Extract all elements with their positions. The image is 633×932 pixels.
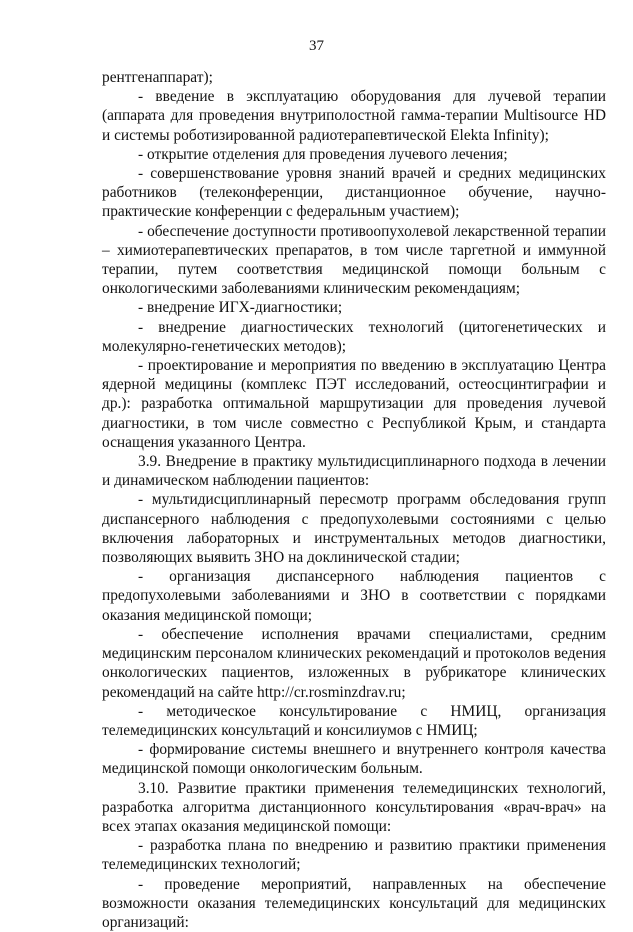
- document-body: [102, 68, 606, 932]
- paragraph: - обеспечение доступности противоопухолевой лекарственной терапии – химиотерапевтических препаратов, в том числе таргетной и иммунной терапии, путем соответствия медицинской помощи больным с онкологическими заболеваниями клиническим рекомендациям;: [102, 222, 606, 298]
- section-heading-3-9: 3.9. Внедрение в практику мультидисциплинарного подхода в лечении и динамическом наблюдении пациентов:: [102, 453, 606, 490]
- paragraph: - введение в эксплуатацию оборудования для лучевой терапии (аппарата для проведения внутриполостной гамма-терапии Multisource HD и системы роботизированной радиотерапевтической Elekta Infinity);: [102, 88, 606, 144]
- paragraph: рентгенаппарат);: [102, 69, 213, 86]
- paragraph: - формирование системы внешнего и внутреннего контроля качества медицинской помощи онкологическим больным.: [102, 741, 606, 778]
- paragraph: - совершенствование уровня знаний врачей и средних медицинских работников (телеконференции, дистанционное обучение, научно-практические конференции с федеральным участием);: [102, 165, 606, 221]
- paragraph: - организация диспансерного наблюдения пациентов с предопухолевыми заболеваниями и ЗНО в соответствии с порядками оказания медицинской помощи;: [102, 568, 606, 624]
- paragraph: - проведение мероприятий, направленных на обеспечение возможности оказания телемедицинских консультаций для медицинских организаций:: [102, 875, 606, 931]
- paragraph: - внедрение ИГХ-диагностики;: [138, 299, 343, 317]
- paragraph: - обеспечение исполнения врачами специалистами, средним медицинским персоналом клинических рекомендаций и протоколов ведения онкологических пациентов, изложенных в рубрикаторе клинических рекомендаций на сайте http://cr.rosminzdrav.ru;: [102, 625, 606, 701]
- section-heading-3-10: 3.10. Развитие практики применения телемедицинских технологий, разработка алгоритма дистанционного консультирования «врач-врач» на всех этапах оказания медицинской помощи:: [102, 779, 606, 835]
- paragraph: - внедрение диагностических технологий (цитогенетических и молекулярно-генетических методов);: [102, 318, 606, 355]
- paragraph: - методическое консультирование с НМИЦ, организация телемедицинских консультаций и консилиумов с НМИЦ;: [102, 702, 606, 739]
- page-number: 37: [309, 38, 324, 54]
- paragraph: - разработка плана по внедрению и развитию практики применения телемедицинских технологий;: [102, 837, 606, 874]
- paragraph: - мультидисциплинарный пересмотр программ обследования групп диспансерного наблюдения с предопухолевыми состояниями с целью включения лабораторных и инструментальных методов диагностики, позволяющих выявить ЗНО на доклинической стадии;: [102, 491, 606, 567]
- paragraph: - открытие отделения для проведения лучевого лечения;: [138, 145, 508, 163]
- paragraph: - проектирование и мероприятия по введению в эксплуатацию Центра ядерной медицины (комплекс ПЭТ исследований, остеосцинтиграфии и др.): разработка оптимальной маршрутизации для проведения лучевой диагностики, в том числе совместно с Республикой Крым, и стандарта оснащения указанного Центра.: [102, 357, 606, 451]
